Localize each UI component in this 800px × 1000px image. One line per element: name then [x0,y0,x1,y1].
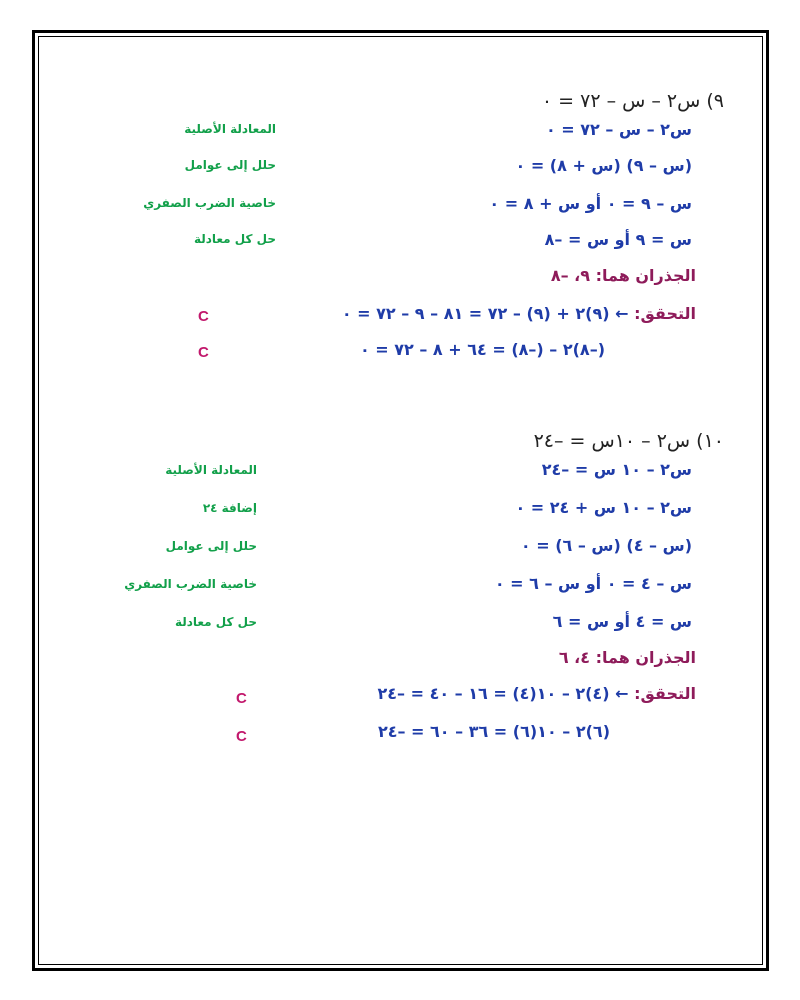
problem-10-check-1 [378,684,697,703]
problem-10-check-1-text: ← (٤)٢ – ١٠(٤) = ١٦ – ٤٠ = –٢٤ [377,684,629,703]
problem-9-roots: الجذران هما: ٩، –٨ [550,266,696,285]
problem-10-step-1-equation: س٢ – ١٠ س = –٢٤ [541,460,692,479]
problem-10-check-1-mark: C [236,690,247,707]
problem-10-title: ١٠) س٢ – ١٠س = –٢٤ [533,430,724,452]
problem-9-step-4-equation: س = ٩ أو س = –٨ [544,230,692,249]
problem-10-check-2-mark: C [236,728,247,745]
problem-9-check-2-mark: C [198,344,209,361]
problem-9-check-1-mark: C [198,308,209,325]
problem-10-roots: الجذران هما: ٤، ٦ [558,648,696,667]
problem-9-step-2-note: حلل إلى عوامل [184,158,276,172]
problem-10-check-2-text: (٦)٢ – ١٠(٦) = ٣٦ – ٦٠ = –٢٤ [377,722,610,741]
problem-10-step-5-equation: س = ٤ أو س = ٦ [552,612,692,631]
problem-9-step-3-equation: س – ٩ = ٠ أو س + ٨ = ٠ [489,194,692,213]
problem-9-check-1 [342,304,696,323]
problem-9-step-4-note: حل كل معادلة [193,232,276,246]
problem-10-step-2-equation: س٢ – ١٠ س + ٢٤ = ٠ [515,498,692,517]
problem-10-step-4-equation: س – ٤ = ٠ أو س – ٦ = ٠ [494,574,692,593]
problem-10-step-5-note: حل كل معادلة [174,615,257,629]
problem-10-check-label: التحقق: [634,684,696,703]
problem-9-check-2-text: (–٨)٢ – (–٨) = ٦٤ + ٨ – ٧٢ = ٠ [359,340,605,359]
problem-9-step-1-equation: س٢ – س – ٧٢ = ٠ [545,120,692,139]
problem-9-step-3-note: خاصية الضرب الصفري [143,196,276,210]
problem-10-step-3-note: حلل إلى عوامل [165,539,257,553]
problem-9-check-label: التحقق: [634,304,696,323]
problem-9-step-2-equation: (س – ٩) (س + ٨) = ٠ [515,156,692,175]
problem-9-check-1-text: ← (٩)٢ + (٩) – ٧٢ = ٨١ – ٩ – ٧٢ = ٠ [341,304,629,323]
problem-9-title: ٩) س٢ – س – ٧٢ = ٠ [541,90,724,112]
problem-10-step-3-equation: (س – ٤) (س – ٦) = ٠ [520,536,692,555]
problem-10-step-2-note: إضافة ٢٤ [202,501,257,515]
problem-9-step-1-note: المعادلة الأصلية [184,122,276,136]
problem-10-step-4-note: خاصية الضرب الصفري [124,577,257,591]
problem-10-step-1-note: المعادلة الأصلية [165,463,257,477]
